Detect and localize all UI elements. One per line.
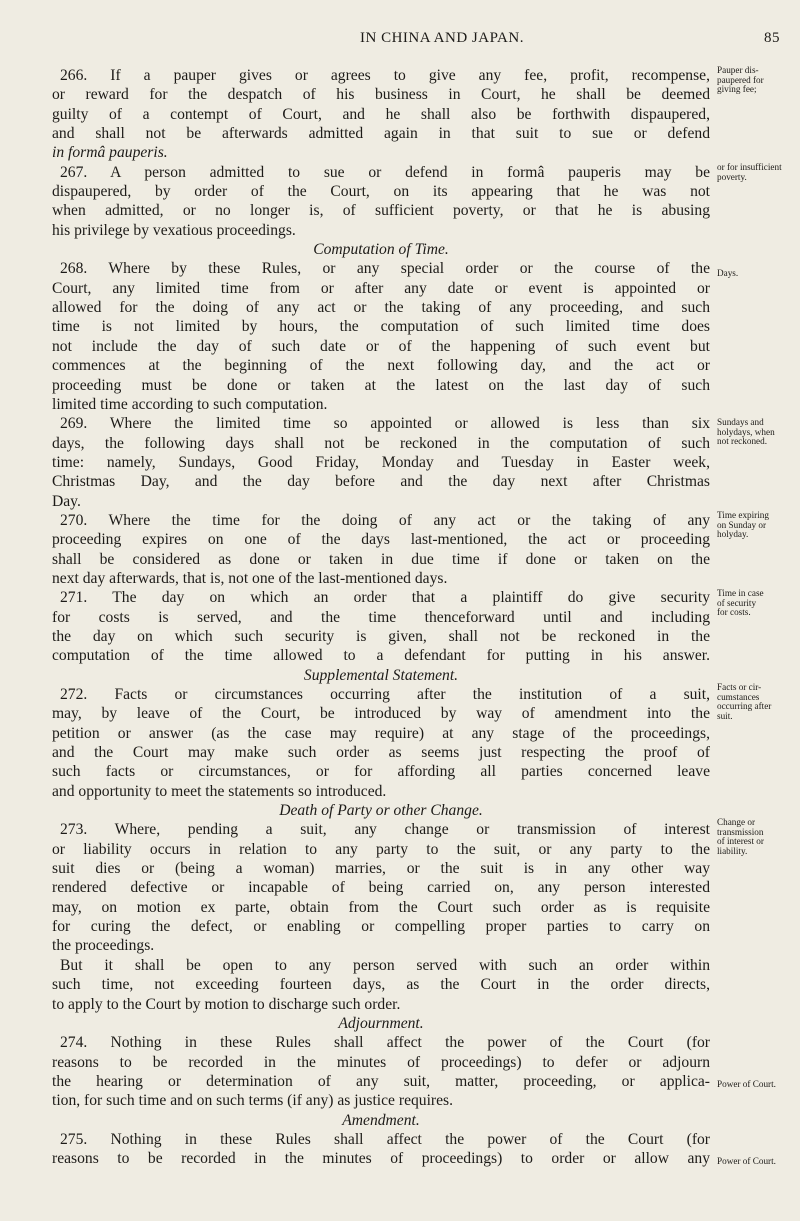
running-title: IN CHINA AND JAPAN. (360, 30, 524, 46)
text-line: time: namely, Sundays, Good Friday, Monday and Tuesday in Easter week, (52, 453, 710, 471)
text-line: Court, any limited time from or after any date or event is appointed or (52, 279, 710, 297)
section-heading: Adjournment. (338, 1014, 424, 1032)
text-line: next day afterwards, that is, not one of the last-mentioned days. (52, 569, 448, 587)
text-line: for curing the defect, or enabling or compelling proper parties to carry on (52, 918, 710, 936)
text-line: or reward for the despatch of his business in Court, he shall be deemed (52, 86, 710, 104)
margin-note-line: Facts or cir- (717, 682, 762, 692)
section-heading: Amendment. (342, 1111, 420, 1129)
margin-note (717, 511, 799, 540)
text-line: 272. Facts or circumstances occurring after the institution of a suit, (60, 686, 710, 703)
margin-note-line: Sundays and (717, 417, 764, 427)
text-line: days, the following days shall not be reckoned in the computation of such (52, 434, 710, 452)
margin-note-line: giving fee; (717, 84, 757, 95)
margin-note (717, 589, 799, 618)
text-line: 273. Where, pending a suit, any change or transmission of interest (60, 821, 710, 839)
margin-note-line: cumstances (717, 691, 760, 702)
text-line: his privilege by vexatious proceedings. (52, 221, 296, 239)
text-line: the day on which such security is given, shall not be reckoned in the (52, 627, 710, 645)
margin-note-line: Days. (717, 268, 739, 278)
text-line: suit dies or (being a woman) marries, or the suit is in any other way (52, 860, 710, 878)
text-line: petition or answer (as the case may require) at any stage of the proceedings, (52, 724, 710, 742)
text-line: limited time according to such computation. (52, 395, 328, 413)
text-line: and the Court may make such order as seems just respecting the proof of (52, 744, 710, 762)
section-heading: Death of Party or other Change. (279, 802, 483, 820)
margin-note-line: of interest or (717, 836, 764, 847)
margin-note (717, 683, 799, 722)
text-line: Day. (52, 492, 81, 510)
margin-note-line: transmission (717, 826, 764, 837)
text-line: in formâ pauperis. (52, 144, 168, 162)
main-text-column (52, 66, 710, 1169)
text-line: tion, for such time and on such terms (if any) as justice requires. (52, 1092, 453, 1110)
text-line: proceeding must be done or taken at the latest on the last day of such (52, 376, 710, 394)
margin-note-line: liability. (717, 846, 748, 857)
margin-note (717, 163, 799, 182)
margin-note-line: or for insufficient (717, 162, 782, 172)
text-line: reasons to be recorded in the minutes of proceedings) to defer or adjourn (52, 1053, 710, 1071)
margin-note-line: Power of Court. (717, 1156, 776, 1166)
margin-note (717, 818, 799, 857)
margin-note (717, 66, 799, 95)
text-line: 266. If a pauper gives or agrees to give any fee, profit, recompense, (60, 67, 710, 84)
text-line: shall be considered as done or taken in due time if done or taken on the (52, 550, 710, 568)
text-line: 269. Where the limited time so appointed or allowed is less than six (60, 415, 710, 433)
text-line: to apply to the Court by motion to discharge such order. (52, 995, 401, 1013)
text-line: 270. Where the time for the doing of any act or the taking of any (60, 511, 710, 529)
section-heading: Supplemental Statement. (303, 666, 459, 684)
margin-note-line: Pauper dis- (717, 65, 759, 75)
margin-note-line: occurring after (717, 701, 772, 712)
text-line: may, on motion ex parte, obtain from the Court such order as is requisite (52, 898, 710, 916)
text-line: and opportunity to meet the statements so introduced. (52, 782, 387, 800)
text-line: such time, not exceeding fourteen days, as the Court in the order directs, (52, 976, 710, 994)
text-line: 274. Nothing in these Rules shall affect the power of the Court (for (60, 1034, 710, 1052)
text-line: commences at the beginning of the next following day, and the act or (52, 357, 710, 375)
text-line: and shall not be afterwards admitted again in that suit to sue or defend (52, 125, 710, 143)
text-line: the proceedings. (52, 937, 155, 955)
margin-note-line: Time in case (717, 588, 764, 598)
margin-note (717, 1080, 799, 1090)
text-line: 275. Nothing in these Rules shall affect the power of the Court (for (60, 1130, 710, 1148)
text-line: 268. Where by these Rules, or any special order or the course of the (60, 260, 710, 278)
margin-note (717, 418, 799, 447)
page-number: 85 (764, 30, 780, 46)
text-line: dispaupered, by order of the Court, on its appearing that he was not (52, 183, 710, 201)
margin-note-line: of security (717, 597, 757, 608)
text-line: for costs is served, and the time thenceforward until and including (52, 608, 710, 626)
section-heading: Computation of Time. (313, 241, 449, 259)
text-line: 271. The day on which an order that a plaintiff do give security (60, 589, 710, 607)
margin-note-line: Change or (717, 817, 756, 827)
text-line: reasons to be recorded in the minutes of proceedings) to order or allow any (52, 1150, 710, 1168)
text-line: the hearing or determination of any suit, matter, proceeding, or applica- (52, 1072, 710, 1090)
margin-note-line: Time expiring (717, 510, 769, 520)
margin-note-line: holyday. (717, 529, 749, 540)
text-line: when admitted, or no longer is, of sufficient poverty, or that he is abusing (52, 202, 710, 220)
text-line: may, by leave of the Court, be introduced by way of amendment into the (52, 705, 710, 723)
margin-note-line: suit. (717, 711, 733, 722)
margin-note-line: Power of Court. (717, 1079, 776, 1089)
text-line: rendered defective or incapable of being carried on, any person interested (52, 879, 710, 897)
margin-note-line: holydays, when (717, 426, 775, 437)
running-header (50, 30, 790, 52)
margin-note (717, 1157, 799, 1167)
margin-note-line: not reckoned. (717, 436, 768, 447)
text-line: not include the day of such date or of the happening of such event but (52, 337, 710, 355)
text-line: or liability occurs in relation to any party to the suit, or any party to the (52, 840, 710, 858)
text-line: time is not limited by hours, the computation of such limited time does (52, 318, 710, 336)
text-line: guilty of a contempt of Court, and he shall also be forthwith dispaupered, (52, 105, 710, 123)
margin-note-line: paupered for (717, 74, 764, 85)
margin-note-line: poverty. (717, 171, 747, 182)
margin-note-line: on Sunday or (717, 519, 766, 530)
text-line: such facts or circumstances, or for affording all parties concerned leave (52, 763, 710, 781)
margin-note-line: for costs. (717, 607, 751, 618)
text-line: 267. A person admitted to sue or defend in formâ pauperis may be (60, 163, 710, 181)
text-line: proceeding expires on one of the days last-mentioned, the act or proceeding (52, 531, 710, 549)
text-line: allowed for the doing of any act or the taking of any proceeding, and such (52, 299, 710, 317)
margin-note (717, 269, 799, 279)
text-line: Christmas Day, and the day before and the day next after Christmas (52, 473, 710, 491)
text-line: computation of the time allowed to a defendant for putting in his answer. (52, 647, 710, 665)
text-line: But it shall be open to any person served with such an order within (60, 956, 710, 974)
